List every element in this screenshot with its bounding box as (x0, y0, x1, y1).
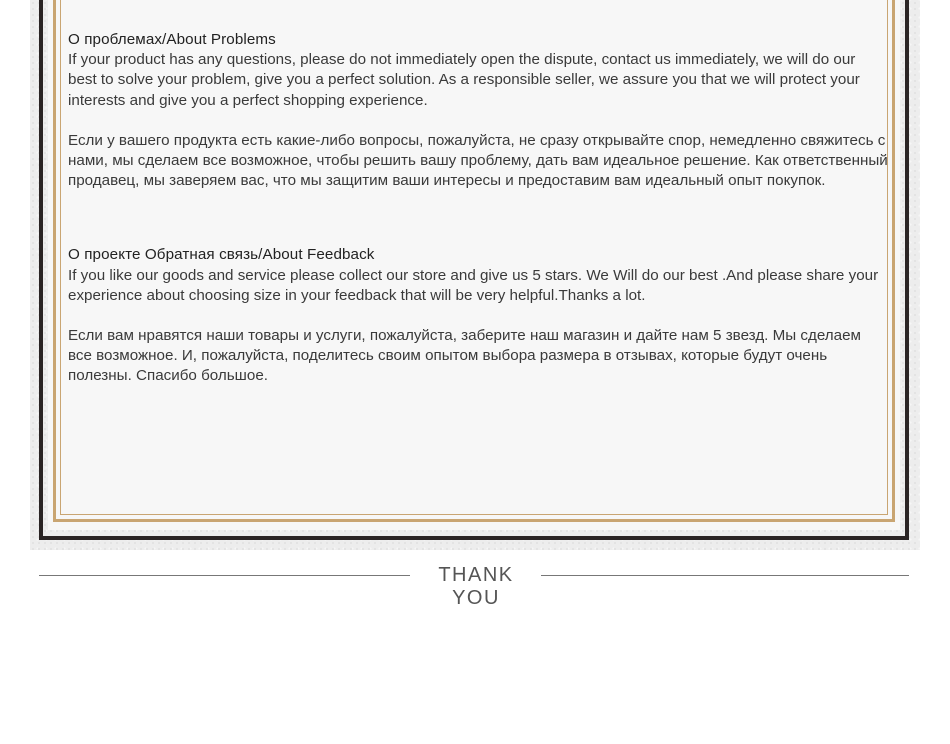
divider-line-left (39, 575, 410, 576)
thank-you-divider (0, 563, 950, 609)
thank-you-label: THANK YOU (438, 564, 514, 609)
info-content (68, 30, 888, 387)
problems-heading: О проблемах/About Problems (68, 31, 276, 48)
feedback-russian-text: Если вам нравятся наши товары и услуги, пожалуйста, заберите наш магазин и дайте нам 5 звезд. Мы сделаем все возможное. И, пожалуйста, поделитесь своим опытом выбора размера в отзывах, которые будут очень полезны. Спасибо большое. (68, 327, 861, 385)
divider-line-right (541, 575, 909, 576)
feedback-english-text: If you like our goods and service please collect our store and give us 5 stars. We Will do our best .And please share your experience about choosing size in your feedback that will be very helpful.Thanks a lot. (68, 266, 879, 304)
feedback-section (68, 245, 888, 386)
problems-english-text: If your product has any questions, please do not immediately open the dispute, contact us immediately, we will do our best to solve your problem, give you a perfect solution. As a responsible seller, we assure you that we will protect your interests and give you a perfect shopping experience. (68, 51, 860, 109)
problems-section (68, 30, 888, 191)
problems-russian-text: Если у вашего продукта есть какие-либо вопросы, пожалуйста, не сразу открывайте спор, немедленно свяжитесь с нами, мы сделаем все возможное, чтобы решить вашу проблему, дать вам идеальное решение. Как ответственный продавец, мы заверяем вас, что мы защитим ваши интересы и предоставим вам идеальный опыт покупок. (68, 131, 888, 190)
feedback-heading: О проекте Обратная связь/About Feedback (68, 246, 375, 264)
